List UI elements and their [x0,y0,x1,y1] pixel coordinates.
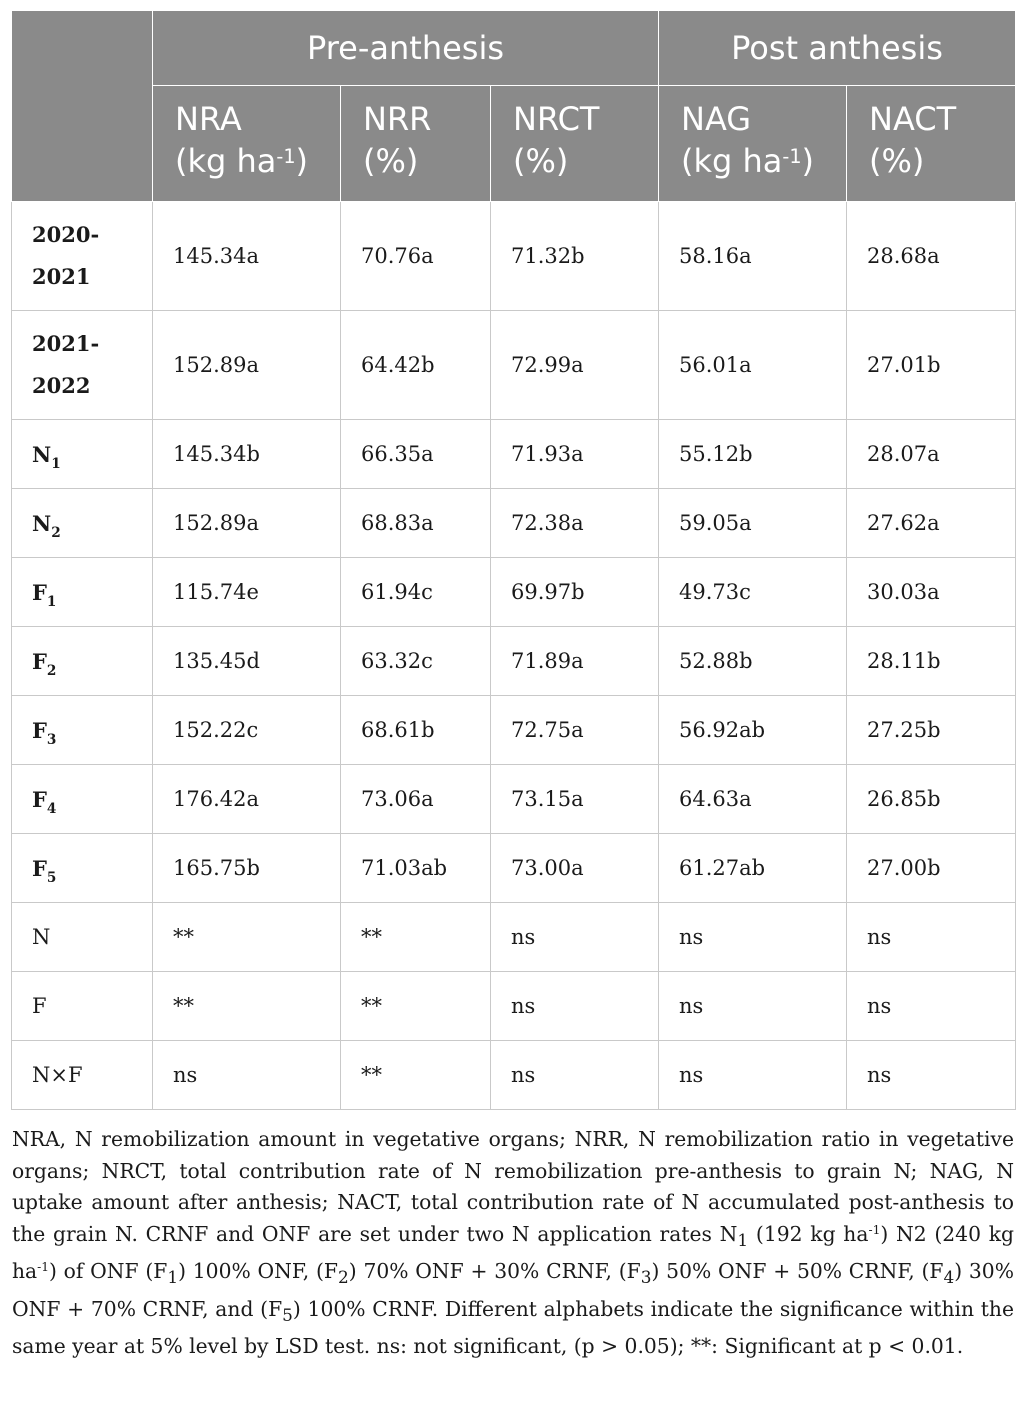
col-header-nra: NRA (kg $ha^{-1}$) [153,86,341,202]
col-header-nag: NAG (kg $ha^{-1}$) [659,86,847,202]
table-cell: 27.01b [847,311,1016,420]
table-cell: 152.89a [153,489,341,558]
table-row [12,972,1016,1041]
table-cell: 68.83a [341,489,491,558]
row-label: $N_1$ [12,420,153,489]
table-cell: 73.15a [491,765,659,834]
table-cell: 71.89a [491,627,659,696]
table-cell: 28.11b [847,627,1016,696]
row-label: $F_2$ [12,627,153,696]
row-label: $F_3$ [12,696,153,765]
table-cell: 115.74e [153,558,341,627]
table-row [12,420,1016,489]
table-cell: ** [341,972,491,1041]
table-footnote: NRA, N remobilization amount in vegetative organs; NRR, N remobilization ratio in vegetative organs; NRCT, total contribution rate of N remobilization pre-anthesis to grain N; NAG, N uptake amount after anthesis; NACT, total contribution rate of N accumulated post-anthesis to the grain N. CRNF and ONF are set under two N application rates $N_1$ (192 kg $ha^{-1}$) N2 (240 kg $ha^{-1}$) of ONF $(F_1)$ 100% ONF, $(F_2)$ 70% ONF + 30% CRNF, $(F_3)$ 50% ONF + 50% CRNF, $(F_4)$ 30% ONF + 70% CRNF, and $(F_5)$ 100% CRNF. Different alphabets indicate the significance within the same year at 5% level by LSD test. ns: not significant, (p > 0.05); **: Significant at p < 0.01. [12,1127,1015,1359]
table-cell: ns [659,972,847,1041]
row-label: 2020- 2021 [12,202,153,311]
table-cell: 71.03ab [341,834,491,903]
table-row [12,202,1016,311]
row-label: $F_5$ [12,834,153,903]
table-cell: ns [847,903,1016,972]
table-cell: 69.97b [491,558,659,627]
table-cell: 70.76a [341,202,491,311]
table-cell: 73.00a [491,834,659,903]
table-cell: 145.34b [153,420,341,489]
table-cell: 71.32b [491,202,659,311]
table-cell: 72.99a [491,311,659,420]
table-cell: 28.07a [847,420,1016,489]
corner-cell [12,11,153,202]
table-cell: 56.92ab [659,696,847,765]
col-header-nrct: NRCT (%) [491,86,659,202]
table-cell: 64.63a [659,765,847,834]
table-cell: ns [491,1041,659,1110]
table-row [12,489,1016,558]
table-row [12,903,1016,972]
table-cell: 152.22c [153,696,341,765]
table-row [12,765,1016,834]
table-row [12,1041,1016,1110]
table-cell: 152.89a [153,311,341,420]
table-cell: 72.75a [491,696,659,765]
table-cell: 71.93a [491,420,659,489]
row-label: N [12,903,153,972]
row-label: $N_2$ [12,489,153,558]
table-cell: 30.03a [847,558,1016,627]
pre-anthesis-header: Pre-anthesis [153,11,659,86]
table-cell: 68.61b [341,696,491,765]
header-column-row [12,86,1016,202]
table-cell: 59.05a [659,489,847,558]
table-cell: 58.16a [659,202,847,311]
table-cell: 176.42a [153,765,341,834]
post-anthesis-header: Post anthesis [659,11,1016,86]
table-cell: 27.62a [847,489,1016,558]
row-label: $F_4$ [12,765,153,834]
row-label: F [12,972,153,1041]
table-cell: 55.12b [659,420,847,489]
table-cell: ns [153,1041,341,1110]
table-cell: ns [491,903,659,972]
table-cell: 63.32c [341,627,491,696]
table-cell: 61.27ab [659,834,847,903]
table-cell: 27.00b [847,834,1016,903]
table-cell: 165.75b [153,834,341,903]
table-cell: 135.45d [153,627,341,696]
row-label: $F_1$ [12,558,153,627]
results-table [11,10,1016,1110]
table-cell: 145.34a [153,202,341,311]
table-cell: 56.01a [659,311,847,420]
table-cell: 61.94c [341,558,491,627]
table-cell: 28.68a [847,202,1016,311]
table-cell: 66.35a [341,420,491,489]
col-header-nrr: NRR (%) [341,86,491,202]
table-cell: 27.25b [847,696,1016,765]
table-cell: ns [847,1041,1016,1110]
table-cell: ** [153,972,341,1041]
table-cell: ns [659,1041,847,1110]
table-row [12,558,1016,627]
table-cell: 49.73c [659,558,847,627]
table-cell: ns [659,903,847,972]
row-label: 2021- 2022 [12,311,153,420]
table-row [12,627,1016,696]
col-header-nact: NACT (%) [847,86,1016,202]
table-cell: ns [491,972,659,1041]
table-cell: ** [341,903,491,972]
table-row [12,311,1016,420]
table-cell: ** [341,1041,491,1110]
table-row [12,696,1016,765]
table-cell: 26.85b [847,765,1016,834]
row-label: N×F [12,1041,153,1110]
table-cell: 72.38a [491,489,659,558]
table-cell: 73.06a [341,765,491,834]
table-cell: ** [153,903,341,972]
header-group-row [12,11,1016,86]
table-cell: 52.88b [659,627,847,696]
table-cell: ns [847,972,1016,1041]
table-cell: 64.42b [341,311,491,420]
table-row [12,834,1016,903]
